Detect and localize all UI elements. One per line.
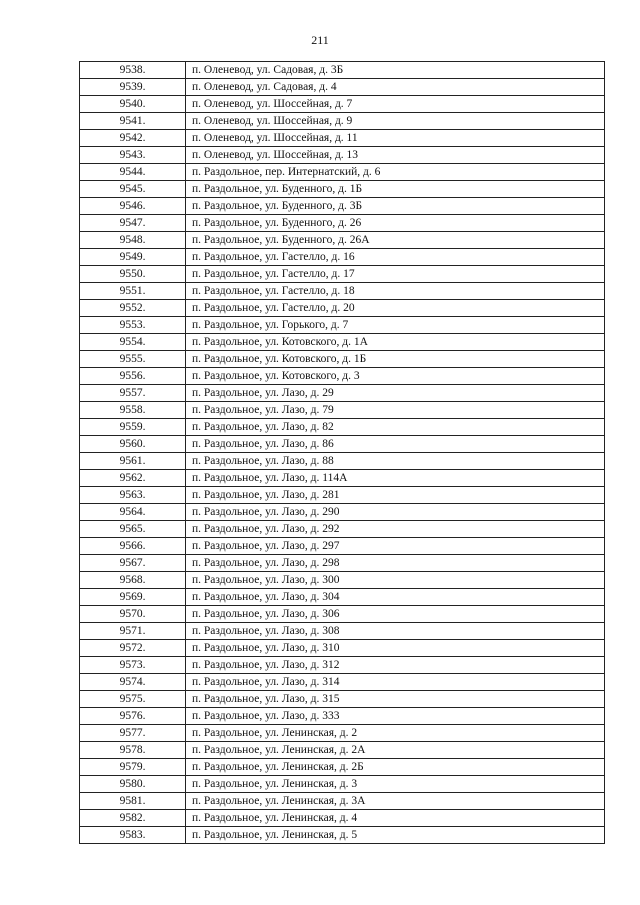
- row-number-cell: 9571.: [80, 623, 186, 640]
- table-row: [80, 113, 605, 130]
- table-row: [80, 640, 605, 657]
- address-cell: п. Раздольное, ул. Гастелло, д. 16: [186, 249, 605, 266]
- address-cell: п. Раздольное, ул. Ленинская, д. 3А: [186, 793, 605, 810]
- row-number-cell: 9551.: [80, 283, 186, 300]
- table-row: [80, 62, 605, 79]
- row-number-cell: 9566.: [80, 538, 186, 555]
- address-cell: п. Раздольное, ул. Лазо, д. 300: [186, 572, 605, 589]
- address-cell: п. Раздольное, ул. Буденного, д. 3Б: [186, 198, 605, 215]
- table-row: [80, 198, 605, 215]
- address-cell: п. Раздольное, ул. Лазо, д. 86: [186, 436, 605, 453]
- table-row: [80, 742, 605, 759]
- row-number-cell: 9579.: [80, 759, 186, 776]
- row-number-cell: 9556.: [80, 368, 186, 385]
- address-cell: п. Оленевод, ул. Шоссейная, д. 7: [186, 96, 605, 113]
- row-number-cell: 9575.: [80, 691, 186, 708]
- row-number-cell: 9553.: [80, 317, 186, 334]
- address-cell: п. Раздольное, ул. Лазо, д. 304: [186, 589, 605, 606]
- address-cell: п. Раздольное, ул. Лазо, д. 82: [186, 419, 605, 436]
- row-number-cell: 9561.: [80, 453, 186, 470]
- address-cell: п. Раздольное, ул. Лазо, д. 315: [186, 691, 605, 708]
- table-row: [80, 504, 605, 521]
- row-number-cell: 9552.: [80, 300, 186, 317]
- table-row: [80, 538, 605, 555]
- row-number-cell: 9544.: [80, 164, 186, 181]
- address-cell: п. Раздольное, ул. Лазо, д. 314: [186, 674, 605, 691]
- row-number-cell: 9580.: [80, 776, 186, 793]
- address-cell: п. Раздольное, ул. Лазо, д. 297: [186, 538, 605, 555]
- table-row: [80, 334, 605, 351]
- table-row: [80, 300, 605, 317]
- page-number: 211: [311, 33, 329, 47]
- row-number-cell: 9564.: [80, 504, 186, 521]
- table-row: [80, 164, 605, 181]
- table-row: [80, 470, 605, 487]
- row-number-cell: 9554.: [80, 334, 186, 351]
- table-row: [80, 419, 605, 436]
- address-cell: п. Раздольное, пер. Интернатский, д. 6: [186, 164, 605, 181]
- row-number-cell: 9573.: [80, 657, 186, 674]
- row-number-cell: 9547.: [80, 215, 186, 232]
- row-number-cell: 9541.: [80, 113, 186, 130]
- row-number-cell: 9578.: [80, 742, 186, 759]
- row-number-cell: 9576.: [80, 708, 186, 725]
- address-cell: п. Раздольное, ул. Ленинская, д. 3: [186, 776, 605, 793]
- table-row: [80, 79, 605, 96]
- address-cell: п. Раздольное, ул. Лазо, д. 333: [186, 708, 605, 725]
- table-row: [80, 759, 605, 776]
- row-number-cell: 9583.: [80, 827, 186, 844]
- address-cell: п. Раздольное, ул. Буденного, д. 26А: [186, 232, 605, 249]
- row-number-cell: 9545.: [80, 181, 186, 198]
- address-cell: п. Раздольное, ул. Лазо, д. 310: [186, 640, 605, 657]
- address-cell: п. Оленевод, ул. Шоссейная, д. 9: [186, 113, 605, 130]
- address-table-body: [80, 62, 605, 844]
- row-number-cell: 9550.: [80, 266, 186, 283]
- table-row: [80, 215, 605, 232]
- row-number-cell: 9558.: [80, 402, 186, 419]
- table-row: [80, 147, 605, 164]
- address-cell: п. Раздольное, ул. Ленинская, д. 2: [186, 725, 605, 742]
- table-row: [80, 351, 605, 368]
- address-cell: п. Раздольное, ул. Лазо, д. 292: [186, 521, 605, 538]
- address-cell: п. Раздольное, ул. Лазо, д. 290: [186, 504, 605, 521]
- table-row: [80, 606, 605, 623]
- table-row: [80, 232, 605, 249]
- row-number-cell: 9568.: [80, 572, 186, 589]
- table-row: [80, 436, 605, 453]
- row-number-cell: 9581.: [80, 793, 186, 810]
- address-cell: п. Раздольное, ул. Котовского, д. 1А: [186, 334, 605, 351]
- address-cell: п. Раздольное, ул. Гастелло, д. 18: [186, 283, 605, 300]
- table-row: [80, 708, 605, 725]
- address-table: [79, 61, 605, 844]
- row-number-cell: 9548.: [80, 232, 186, 249]
- row-number-cell: 9577.: [80, 725, 186, 742]
- row-number-cell: 9546.: [80, 198, 186, 215]
- table-row: [80, 827, 605, 844]
- row-number-cell: 9549.: [80, 249, 186, 266]
- address-cell: п. Оленевод, ул. Садовая, д. 3Б: [186, 62, 605, 79]
- row-number-cell: 9563.: [80, 487, 186, 504]
- table-row: [80, 130, 605, 147]
- table-row: [80, 453, 605, 470]
- row-number-cell: 9582.: [80, 810, 186, 827]
- address-cell: п. Раздольное, ул. Гастелло, д. 20: [186, 300, 605, 317]
- table-row: [80, 402, 605, 419]
- table-row: [80, 623, 605, 640]
- table-row: [80, 725, 605, 742]
- address-cell: п. Раздольное, ул. Лазо, д. 312: [186, 657, 605, 674]
- table-row: [80, 385, 605, 402]
- table-row: [80, 776, 605, 793]
- table-row: [80, 283, 605, 300]
- table-row: [80, 691, 605, 708]
- row-number-cell: 9559.: [80, 419, 186, 436]
- table-row: [80, 589, 605, 606]
- address-cell: п. Оленевод, ул. Шоссейная, д. 11: [186, 130, 605, 147]
- address-cell: п. Раздольное, ул. Лазо, д. 114А: [186, 470, 605, 487]
- row-number-cell: 9538.: [80, 62, 186, 79]
- row-number-cell: 9567.: [80, 555, 186, 572]
- table-row: [80, 181, 605, 198]
- row-number-cell: 9539.: [80, 79, 186, 96]
- row-number-cell: 9570.: [80, 606, 186, 623]
- address-cell: п. Раздольное, ул. Ленинская, д. 4: [186, 810, 605, 827]
- table-row: [80, 368, 605, 385]
- row-number-cell: 9543.: [80, 147, 186, 164]
- address-cell: п. Раздольное, ул. Лазо, д. 79: [186, 402, 605, 419]
- row-number-cell: 9542.: [80, 130, 186, 147]
- table-row: [80, 96, 605, 113]
- table-row: [80, 793, 605, 810]
- table-row: [80, 487, 605, 504]
- address-cell: п. Раздольное, ул. Котовского, д. 3: [186, 368, 605, 385]
- address-cell: п. Раздольное, ул. Лазо, д. 88: [186, 453, 605, 470]
- address-cell: п. Раздольное, ул. Лазо, д. 281: [186, 487, 605, 504]
- table-row: [80, 674, 605, 691]
- table-row: [80, 657, 605, 674]
- table-row: [80, 266, 605, 283]
- address-cell: п. Раздольное, ул. Буденного, д. 1Б: [186, 181, 605, 198]
- address-cell: п. Раздольное, ул. Котовского, д. 1Б: [186, 351, 605, 368]
- table-row: [80, 249, 605, 266]
- row-number-cell: 9572.: [80, 640, 186, 657]
- address-cell: п. Раздольное, ул. Ленинская, д. 2Б: [186, 759, 605, 776]
- address-cell: п. Раздольное, ул. Лазо, д. 298: [186, 555, 605, 572]
- row-number-cell: 9569.: [80, 589, 186, 606]
- row-number-cell: 9555.: [80, 351, 186, 368]
- row-number-cell: 9565.: [80, 521, 186, 538]
- table-row: [80, 572, 605, 589]
- table-row: [80, 521, 605, 538]
- row-number-cell: 9562.: [80, 470, 186, 487]
- address-cell: п. Раздольное, ул. Лазо, д. 306: [186, 606, 605, 623]
- address-cell: п. Раздольное, ул. Буденного, д. 26: [186, 215, 605, 232]
- table-row: [80, 810, 605, 827]
- address-cell: п. Оленевод, ул. Шоссейная, д. 13: [186, 147, 605, 164]
- address-cell: п. Раздольное, ул. Ленинская, д. 2А: [186, 742, 605, 759]
- address-cell: п. Раздольное, ул. Горького, д. 7: [186, 317, 605, 334]
- address-cell: п. Раздольное, ул. Лазо, д. 308: [186, 623, 605, 640]
- address-cell: п. Оленевод, ул. Садовая, д. 4: [186, 79, 605, 96]
- row-number-cell: 9574.: [80, 674, 186, 691]
- row-number-cell: 9557.: [80, 385, 186, 402]
- row-number-cell: 9560.: [80, 436, 186, 453]
- table-row: [80, 555, 605, 572]
- table-row: [80, 317, 605, 334]
- address-cell: п. Раздольное, ул. Ленинская, д. 5: [186, 827, 605, 844]
- address-cell: п. Раздольное, ул. Лазо, д. 29: [186, 385, 605, 402]
- row-number-cell: 9540.: [80, 96, 186, 113]
- address-cell: п. Раздольное, ул. Гастелло, д. 17: [186, 266, 605, 283]
